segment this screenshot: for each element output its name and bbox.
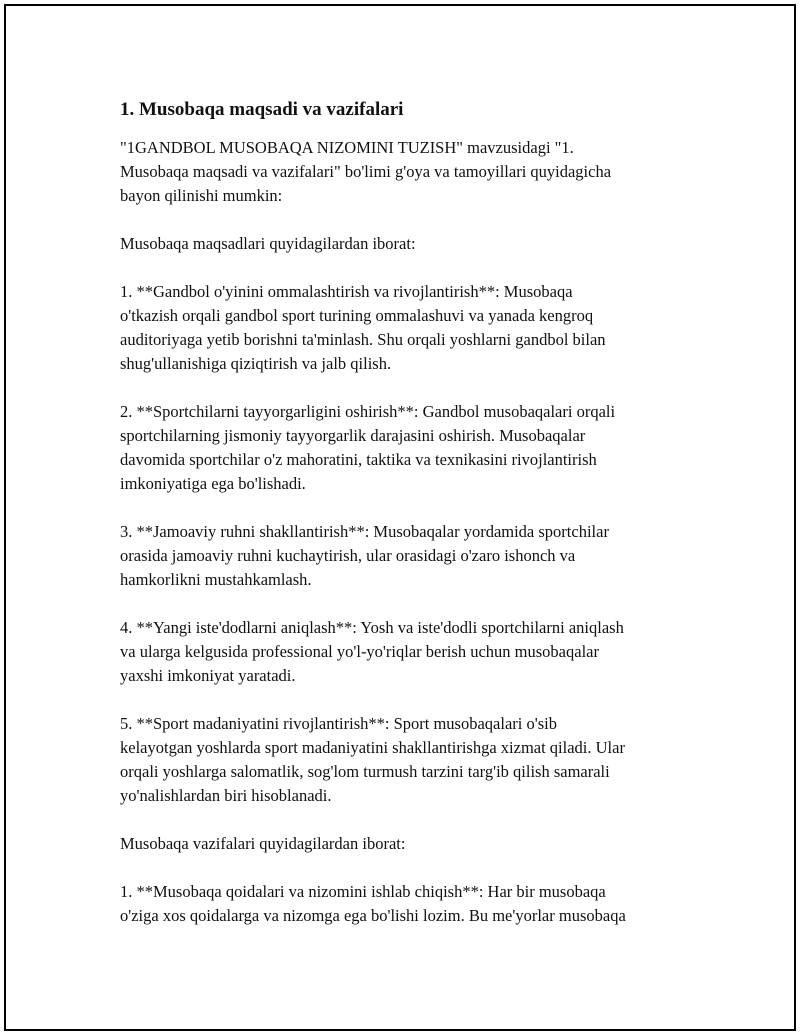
goal-item-4: 4. **Yangi iste'dodlarni aniqlash**: Yosh va iste'dodli sportchilarni aniqlash va ularga kelgusida professional yo'l-yo'riqlar berish uchun musobaqalar yaxshi imkoniyat yaratadi. <box>120 618 624 685</box>
section-heading: 1. Musobaqa maqsadi va vazifalari <box>120 99 404 120</box>
intro-paragraph: "1GANDBOL MUSOBAQA NIZOMINI TUZISH" mavzusidagi "1. Musobaqa maqsadi va vazifalari" bo'limi g'oya va tamoyillari quyidagicha bayon qilinishi mumkin: <box>120 138 612 205</box>
goal-item-2: 2. **Sportchilarni tayyorgarligini oshirish**: Gandbol musobaqalari orqali sportchilarning jismoniy tayyorgarlik darajasini oshirish. Musobaqalar davomida sportchilar o'z mahoratini, taktika va texnikasini rivojlantirish imkoniyatiga ega bo'lishadi. <box>120 402 616 493</box>
goal-item-1: 1. **Gandbol o'yinini ommalashtirish va rivojlantirish**: Musobaqa o'tkazish orqali gandbol sport turining ommalashuvi va yanada kengroq auditoriyaga yetib borishni ta'minlash. Shu orqali yoshlarni gandbol bilan shug'ullanishiga qiziqtirish va jalb qilish. <box>120 282 606 373</box>
goals-intro-paragraph: Musobaqa maqsadlari quyidagilardan iborat: <box>120 234 416 253</box>
document-page <box>4 4 796 1031</box>
tasks-intro-paragraph: Musobaqa vazifalari quyidagilardan iborat: <box>120 834 406 853</box>
goal-item-5: 5. **Sport madaniyatini rivojlantirish**: Sport musobaqalari o'sib kelayotgan yoshlarda sport madaniyatini shakllantirishga xizmat qiladi. Ular orqali yoshlarga salomatlik, sog'lom turmush tarzini targ'ib qilish samarali yo'nalishlardan biri hisoblanadi. <box>120 714 625 805</box>
goal-item-3: 3. **Jamoaviy ruhni shakllantirish**: Musobaqalar yordamida sportchilar orasida jamoaviy ruhni kuchaytirish, ular orasidagi o'zaro ishonch va hamkorlikni mustahkamlash. <box>120 522 609 589</box>
document-body <box>120 96 700 952</box>
task-item-1: 1. **Musobaqa qoidalari va nizomini ishlab chiqish**: Har bir musobaqa o'ziga xos qoidalarga va nizomga ega bo'lishi lozim. Bu me'yorlar musobaqa <box>120 882 626 925</box>
